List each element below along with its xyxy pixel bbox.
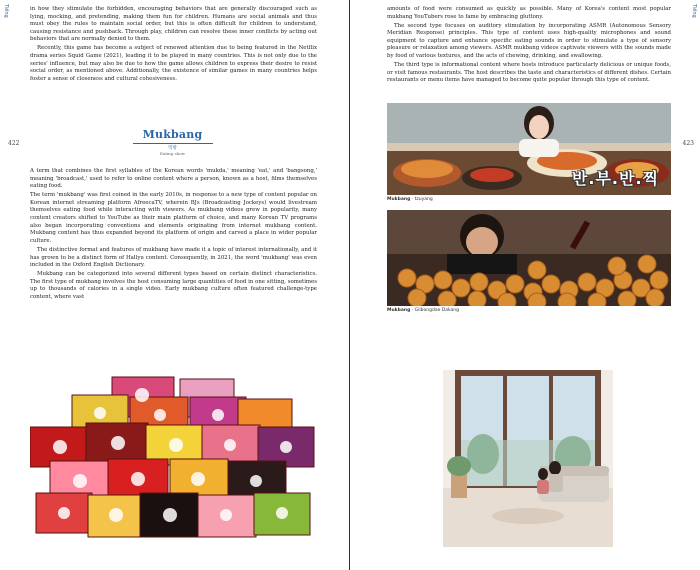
body-paragraph: A term that combines the first syllables of the Korean words 'mukda,' meaning 'eat,' and 'bangsong,' meaning 'broadcast,' used to refer to online content where a person, known as a host, films themselves eating food. <box>30 168 317 190</box>
body-paragraph: The distinctive format and features of mukbang have made it a topic of interest internationally, and it has grown to be a distinct form of Hallyu content. Consequently, in 2021, the word 'mukbang' was even included in the Oxford English Dictionary. <box>30 246 317 269</box>
section-heading <box>90 128 255 156</box>
heading-rule <box>133 143 213 144</box>
right-body-text <box>387 6 671 86</box>
heading-subtitle: Eating show <box>159 151 186 156</box>
body-paragraph: amounts of food were consumed as quickly as possible. Many of Korea's content most popular mukbang YouTubers rose to fame by embracing gluttony. <box>387 6 671 20</box>
left-book-page <box>0 0 345 345</box>
vertical-divider <box>349 0 350 570</box>
intro-paragraph-2: Recently, this game has become a subject of renewed attention due to being featured in the Netflix drama series Squid Game (2021), leading it to be played in many countries. This is not only due to the series' influence, but may also be due to how the game allows children to express their desire to resist social order, as mentioned above. Additionally, the existence of similar games in many countries helps foster a sense of closeness and cultural cohesiveness. <box>30 45 317 82</box>
mukbang-photo-1 <box>387 103 671 195</box>
right-page-number: 423 <box>682 140 694 147</box>
photo-1-caption-title: Mukbang <box>387 197 411 202</box>
photo-1-overlay-text: 반.부.반.찍 <box>571 169 659 188</box>
left-side-label: Tiếng <box>3 4 9 18</box>
photo-2-caption-credit: Gilbongdae Dakang <box>414 308 459 313</box>
left-body-text <box>30 168 317 303</box>
intro-paragraph-1: in how they stimulate the forbidden, encouraging behaviors that are generally discouraged such as lying, mocking, and pretending, making them fun for children. Humans are social animals and thus must obey the rules to maintain social order, but this is often difficult for children to understand, causing resistance and pushback. Through play, children can resolve these inner conflicts by acting out behaviors that are normally denied to them. <box>30 6 317 43</box>
photo-2-caption-title: Mukbang <box>387 308 411 313</box>
ramen-packages-image <box>30 373 315 541</box>
photo-1-caption: Mukbang · tzuyang <box>387 197 433 202</box>
right-book-page <box>355 0 700 345</box>
heading-title: Mukbang <box>142 128 203 141</box>
left-intro-text <box>30 6 317 85</box>
right-side-label: Tiếng <box>691 4 697 18</box>
body-paragraph: Mukbang can be categorized into several different types based on certain distinct characteristics. The first type of mukbang involves the host consuming large quantities of food in one sitting, sometimes up to thousands of calories in a single video. Early mukbang culture often featured challenge-type content, where vast <box>30 271 317 300</box>
left-page-number: 422 <box>8 140 20 147</box>
couple-illustration-image <box>443 370 613 547</box>
photo-1-caption-credit: tzuyang <box>414 197 433 202</box>
body-paragraph: The third type is informational content where hosts introduce particularly delicious or unique foods, or visit famous restaurants. The host describes the taste and characteristics of different dishes. Certain restaurants or menu items have managed to become quite popular through this type of content. <box>387 62 671 84</box>
mukbang-photo-2 <box>387 210 671 306</box>
photo-2-caption: Mukbang · Gilbongdae Dakang <box>387 308 459 313</box>
body-paragraph: The term 'mukbang' was first coined in the early 2010s, in response to a new type of content popular on Korean internet streaming platform AfreecaTV, wherein BJs (Broadcasting Jockeys) would livestream themselves eating food while interacting with viewers. As mukbang videos grew in popularity, many content creators shifted to YouTube as their main platform of choice, and many Korean TV programs also began incorporating conventions and elements originating from internet mukbang content. Mukbang content has thus expanded beyond its platform of origin and carved a place in wider popular culture. <box>30 192 317 244</box>
body-paragraph: The second type focuses on auditory stimulation by incorporating ASMR (Autonomous Sensory Meridian Response) principles. This type of content uses high-quality microphones and sound equipment to capture and enhance specific eating sounds in order to stimulate a type of sensory pleasure or relaxation among viewers. ASMR mukbang videos captivate viewers with the sounds made by food of various textures, and the acts of chewing, drinking, and swallowing. <box>387 22 671 60</box>
mukbang-photo-2-image <box>387 210 671 306</box>
heading-korean: 먹방 <box>168 146 177 151</box>
